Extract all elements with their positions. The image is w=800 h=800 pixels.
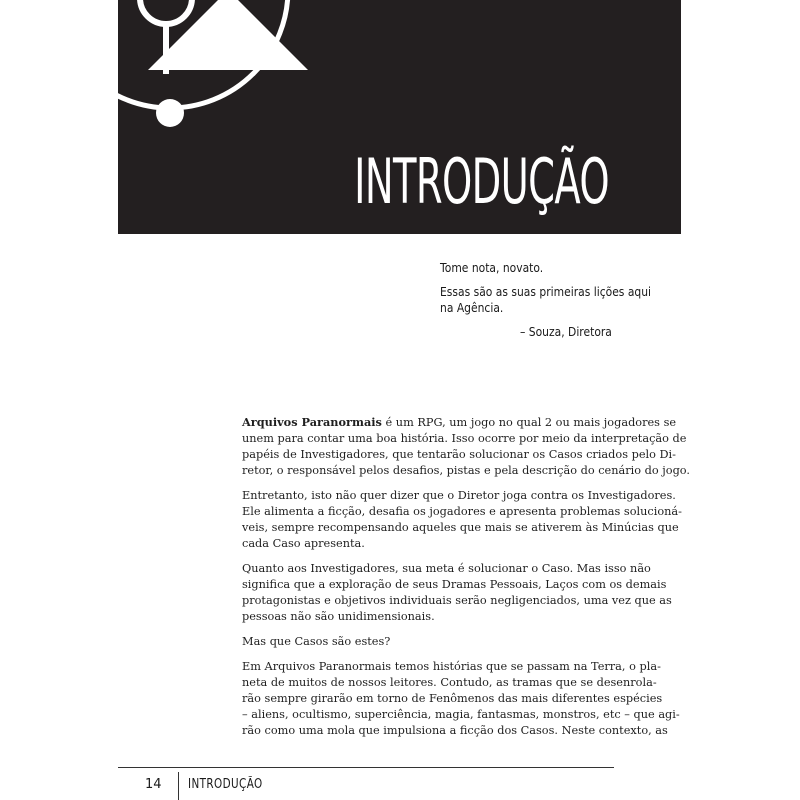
text-line: papéis de Investigadores, que tentarão solucionar os Casos criados pelo Di- <box>242 448 676 461</box>
text-line: veis, sempre recompensando aqueles que mais se ativerem às Minúcias que <box>242 521 679 534</box>
text-line: pessoas não são unidimensionais. <box>242 610 435 623</box>
paragraph <box>242 488 682 552</box>
epigraph-line: Tome nota, novato. <box>440 260 544 275</box>
paragraph <box>242 561 672 625</box>
text-line: Mas que Casos são estes? <box>242 635 391 648</box>
text-line: Entretanto, isto não quer dizer que o Diretor joga contra os Investigadores. <box>242 489 676 502</box>
text-line: neta de muitos de nossos leitores. Contudo, as tramas que se desenrola- <box>242 676 657 689</box>
body-text <box>242 414 690 748</box>
text-line: cada Caso apresenta. <box>242 537 365 550</box>
page-number: 14 <box>145 777 162 792</box>
paragraph <box>242 414 690 479</box>
paragraph <box>242 659 680 739</box>
text-line: retor, o responsável pelos desafios, pistas e pela descrição do cenário do jogo. <box>242 464 690 477</box>
text-line: unem para contar uma boa história. Isso ocorre por meio da interpretação de <box>242 432 687 445</box>
footer-divider <box>178 772 179 800</box>
text-line: é um RPG, um jogo no qual 2 ou mais jogadores se <box>381 416 677 429</box>
text-line: Ele alimenta a ficção, desafia os jogadores e apresenta problemas solucioná- <box>242 505 682 518</box>
bold-term: Arquivos Paranormais <box>242 415 382 429</box>
epigraph <box>440 260 652 348</box>
text-line: Em Arquivos Paranormais temos histórias que se passam na Terra, o pla- <box>242 660 661 673</box>
chapter-title: INTRODUÇÃO <box>354 145 609 218</box>
paranormal-sigil-icon <box>118 0 318 140</box>
epigraph-line: na Agência. <box>440 300 504 315</box>
epigraph-author: – Souza, Diretora <box>520 324 612 339</box>
text-line: rão sempre girarão em torno de Fenômenos das mais diferentes espécies <box>242 692 663 705</box>
text-line: – aliens, ocultismo, superciência, magia, fantasmas, monstros, etc – que agi- <box>242 708 680 721</box>
chapter-header <box>118 0 681 234</box>
running-head: INTRODUÇÃO <box>188 777 263 792</box>
text-line: rão como uma mola que impulsiona a ficção dos Casos. Neste contexto, as <box>242 724 668 737</box>
text-line: Quanto aos Investigadores, sua meta é solucionar o Caso. Mas isso não <box>242 562 651 575</box>
footer-rule <box>118 767 614 768</box>
text-line: protagonistas e objetivos individuais serão negligenciados, uma vez que as <box>242 594 672 607</box>
text-line: significa que a exploração de seus Dramas Pessoais, Laços com os demais <box>242 578 667 591</box>
epigraph-line: Essas são as suas primeiras lições aqui <box>440 284 652 299</box>
paragraph <box>242 634 613 650</box>
